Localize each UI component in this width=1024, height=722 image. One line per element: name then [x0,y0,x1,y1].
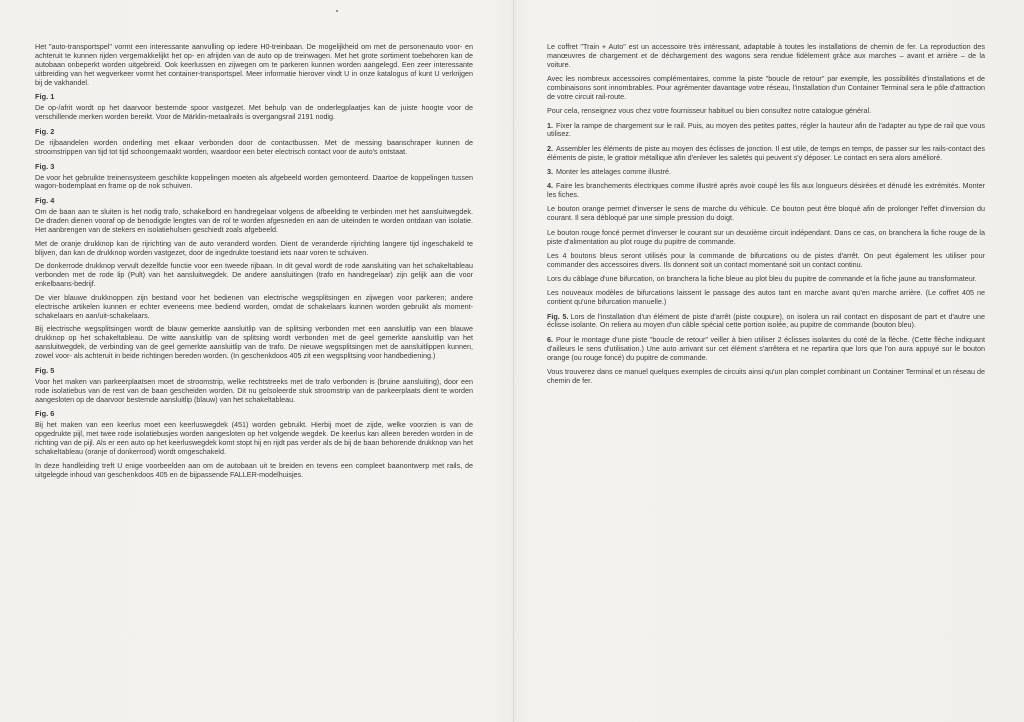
step-text: Faire les branchements électriques comme illustré après avoir coupé les fils aux longueurs désirées et dénudé les extrémités. Monter les fiches. [547,181,985,200]
fig4-paragraph: De donkerrode drukknop vervult dezelfde functie voor een tweede rijbaan. In dit geval wordt de rode aansluiting van het schakeltableau verbonden met de rode lip (Pult) van het aansluitwegdek. De andere aansluitingen (trafo en handregelaar) zijn gelijk aan die voor enkelbaans-bedrijf. [35,261,473,289]
step-text: Assembler les éléments de piste au moyen des éclisses de jonction. Il est utile, de temps en temps, de passer sur les rails-contact des éléments de piste, le grattoir métallique afin d'enlever les saletés qui peuvent s'y déposer. Le contact en sera alors amélioré. [547,143,985,162]
step-text: Lors de l'installation d'un élément de piste d'arrêt (piste coupure), on isolera un rail contact en disposant de part et d'autre une éclisse isolante. On reliera au moyen d'un câble spécial cette portion isolée, au pupitre de commande (bouton bleu). [547,311,985,330]
fig5-heading: Fig. 5 [35,365,55,375]
page-fold [513,0,514,722]
step-text: Fixer la rampe de chargement sur le rail. Puis, au moyen des petites pattes, régler la hauteur afin de l'adapter au type de rail que vous utilisez. [547,120,985,139]
step-6 [547,336,985,363]
step-number: 6. [547,334,553,344]
closing-paragraph: Vous trouverez dans ce manuel quelques exemples de circuits ainsi qu'un plan complet combinant un Container Terminal et un réseau de chemin de fer. [547,366,985,385]
step-number: Fig. 5. [547,311,569,321]
intro-paragraph: Het "auto-transportspel" vormt een interessante aanvulling op iedere H0-treinbaan. De mogelijkheid om met de personenauto voor- en achteruit te kunnen rijden vergemakkelijkt het op- en afrijden van de auto op de treinwagen. Met het grote sortiment toebehoren kan de autobaan onbeperkt worden uitgebreid. Ook keerlussen en zijwegen om te parkeren kunnen worden aangelegd. Een zeer interessante uitbreiding van het wegverkeer vormt het container-transportspel. Meer informatie hierover vindt U in onze katalogus of kunt U verkrijgen bij de vakhandel. [35,42,473,87]
fig4-paragraph: Om de baan aan te sluiten is het nodig trafo, schakelbord en handregelaar volgens de afbeelding te verbinden met het aansluitwegdek. De draden dienen vooraf op de benodigde lengtes van de rol te worden afgesneden en aan de uiteinden te worden ontdaan van isolatie. Het aanbrengen van de stekers en isolatiehulsen geschiedt zoals afgebeeld. [35,207,473,234]
intro-paragraph: Le coffret "Train + Auto" est un accessoire très intéressant, adaptable à toutes les installations de chemin de fer. La reproduction des manœuvres de chargement et de déchargement des wagons sera rendue fidèlement grâce aux marches – avant et arrière – de la voiture. [547,42,985,69]
intro-paragraph: Pour cela, renseignez vous chez votre fournisseur habituel ou bien consultez notre catalogue général. [547,106,872,116]
fig6-paragraph: Bij het maken van een keerlus moet een keerluswegdek (451) worden gebruikt. Hierbij moet de zijde, welke voorzien is van de opgedrukte pijl, met twee rode isolatiebusjes worden aangesloten op het volgende wegdek. De keerlus kan alleen bereden worden in de richting van de pijl. Als er een auto op het keerluswegdek komt stopt hij en rijdt pas verder als de bij de baan behorende drukknop van het schakeltableau (oranje of donkerrood) wordt omgeschakeld. [35,420,473,456]
fig6-heading: Fig. 6 [35,409,55,419]
fig2-text: De rijbaandelen worden onderling met elkaar verbonden door de contactbussen. Met de messing baanschraper kunnen de stroomstrippen van tijd tot tijd schoongemaakt worden, waardoor een beter electrisch contact voor de auto's ontstaat. [35,137,473,156]
fig4-heading: Fig. 4 [35,196,55,206]
step-5 [547,313,985,331]
step-2 [547,145,985,163]
step-text: Monter les attelages comme illustré. [556,166,672,176]
step-3 [547,168,985,177]
step4-paragraph: Le bouton rouge foncé permet d'inverser le courant sur un deuxième circuit indépendant. Dans ce cas, on branchera la fiche rouge de la piste d'alimentation au plot rouge du pupitre de commande. [547,227,985,246]
fig3-text: De voor het gebruikte treinensysteem geschikte koppelingen moeten als afgebeeld worden gemonteerd. Daartoe de koppelingen tussen wagon-bodemplaat en frame op de nok schuiven. [35,172,473,191]
step-number: 2. [547,143,553,153]
step4-paragraph: Les nouveaux modèles de bifurcations laissent le passage des autos tant en marche avant qu'en marche arrière. (Le coffret 405 ne contient qu'une bifurcation manuelle.) [547,288,985,307]
step-text: Pour le montage d'une piste "boucle de retour" veiller à bien utiliser 2 éclisses isolantes du coté de la flèche. (Cette flèche indiquant d'ailleurs le sens d'utilisation.) Une auto arrivant sur cet élément s'arrêtera et ne repartira que lors que l'on aura appuyé sur le bouton orange (ou rouge foncé) du pupitre de commande. [547,334,985,362]
fig3-heading: Fig. 3 [35,161,55,171]
fig4-paragraph: De vier blauwe drukknoppen zijn bestand voor het bedienen van electrische wegsplitsingen en zijwegen voor parkeren; andere electrische artikelen kunnen er echter eveneens mee bediend worden, omdat de schakelaars kunnen worden gebruikt als moment-schakelaars en aan/uit-schakelaars. [35,292,473,320]
fig1-heading: Fig. 1 [35,92,55,102]
step4-paragraph: Les 4 boutons bleus seront utilisés pour la commande de bifurcations ou de pistes d'arrêt. On peut également les utiliser pour commander des accessoires divers. Ils donnent soit un contact momentané soit un contact continu. [547,250,985,269]
fig6-paragraph: In deze handleiding treft U enige voorbeelden aan om de autobaan uit te breiden en tevens een compleet baanontwerp met rails, de uitgelegde inhoud van geschenkdoos 405 en de bijpassende FALLER-modelhuisjes. [35,460,473,479]
fig1-text: De op-/afrit wordt op het daarvoor bestemde spoor vastgezet. Met behulp van de onderlegplaatjes kan de juiste hoogte voor de verschillende merken worden bereikt. Voor de Märklin-metaalrails is overgangsrail 2191 nodig. [35,103,473,122]
intro-paragraph: Avec les nombreux accessoires complémentaires, comme la piste "boucle de retour" par exemple, les possibilités d'installations et de combinaisons sont innombrables. Pour agrémenter davantage votre réseau, l'installation d'un Container Terminal sera le pôle d'attraction de votre circuit rail-route. [547,74,985,101]
fig2-heading: Fig. 2 [35,126,55,136]
step4-paragraph: Le bouton orange permet d'inverser le sens de marche du véhicule. Ce bouton peut être bloqué afin de prolonger l'effet d'inversion du courant. Il sera débloqué par une simple pression du doigt. [547,204,985,223]
step-number: 3. [547,166,553,176]
fig4-paragraph: Bij electrische wegsplitsingen wordt de blauw gemerkte aansluitlip van de splitsing verbonden met een aansluitlip van een blauwe drukknop op het schakeltableau. De witte aansluitlip van de splitsing wordt verbonden met de geel gemerkte aansluitlip van het aansluitwegdek, de verbinding van de geel gemerkte aansluitlip van de trafo. De nieuwe wegsplitsingen met de aansluitlippen kunnen, zowel voor- als achteruit in beide richtingen bereden worden. (In geschenkdoos 405 zit een wegsplitsing voor handbediening.) [35,324,473,361]
step-1 [547,122,985,140]
step4-paragraph: Lors du câblage d'une bifurcation, on branchera la fiche bleue au plot bleu du pupitre de commande et la fiche jaune au transformateur. [547,274,977,284]
step-number: 4. [547,181,553,191]
step-number: 1. [547,120,553,130]
right-page-french [547,43,985,391]
step-4 [547,182,985,200]
left-page-dutch [35,43,473,484]
fig4-paragraph: Met de oranje drukknop kan de rijrichting van de auto veranderd worden. Dient de veranderde rijrichting langere tijd ingeschakeld te blijven, dan kan de drukknop worden vastgezet, door de ingedrukte toestand iets naar voren te schuiven. [35,238,473,257]
fig5-text: Voor het maken van parkeerplaatsen moet de stroomstrip, welke rechtstreeks met de trafo verbonden is (bruine aansluiting), door een rode isolatiebus van de rest van de baan gescheiden worden. Dit nu geïsoleerde stuk stroomstrip van de parkeerplaats dient te worden aangesloten op de daarvoor bestemde aansluitlip (blauw) van het schakeltableau. [35,376,473,404]
paper-speck [336,10,338,12]
